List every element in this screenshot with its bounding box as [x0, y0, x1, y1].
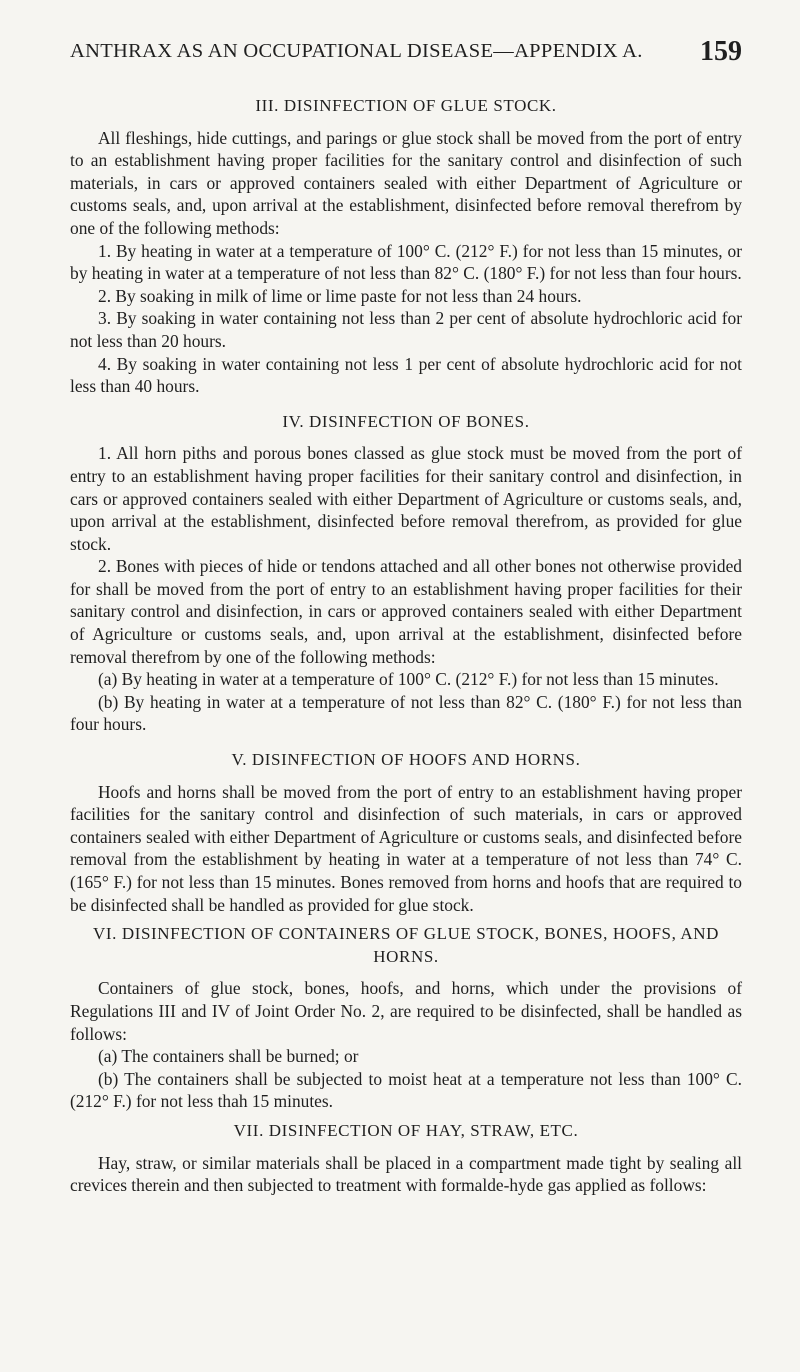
paragraph: Hoofs and horns shall be moved from the port of entry to an establishment having proper facilities for the sanitary control and disinfection of such materials, in cars or approved containers sealed with either Department of Agriculture or customs seals, and disinfected before removal from the establishment by heating in water at a temperature of not less than 74° C. (165° F.) for not less than 15 minutes. Bones removed from horns and hoofs that are required to be disinfected shall be handled as provided for glue stock.: [70, 781, 742, 915]
section-heading: V. DISINFECTION OF HOOFS AND HORNS.: [231, 750, 581, 770]
page-number: 159: [700, 36, 742, 67]
list-item: (a) The containers shall be burned; or: [98, 1046, 359, 1067]
paragraph: 1. All horn piths and porous bones classed as glue stock must be moved from the port of entry to an establishment having proper facilities for their sanitary control and disinfection, in cars or approved containers sealed with either Department of Agriculture or customs seals, and, upon arrival at the establishment, disinfected before removal therefrom, as provided for glue stock.: [70, 443, 742, 554]
section-v: [70, 742, 742, 916]
list-item: 4. By soaking in water containing not less 1 per cent of absolute hydrochloric acid for not less than 40 hours.: [70, 353, 742, 397]
running-head: [70, 32, 742, 72]
list-item: (b) The containers shall be subjected to moist heat at a temperature not less than 100° C. (212° F.) for not less thah 15 minutes.: [70, 1068, 742, 1112]
section-heading: IV. DISINFECTION OF BONES.: [282, 411, 530, 431]
section-vi: [70, 916, 742, 1113]
paragraph: 2. Bones with pieces of hide or tendons attached and all other bones not otherwise provided for shall be moved from the port of entry to an establishment having proper facilities for their sanitary control and disinfection, in cars or approved containers sealed with either Department of Agriculture or customs seals, and, upon arrival at the establishment, disinfected before removal therefrom by one of the following methods:: [70, 556, 742, 667]
paragraph: Containers of glue stock, bones, hoofs, and horns, which under the provisions of Regulations III and IV of Joint Order No. 2, are required to be disinfected, shall be handled as follows:: [70, 978, 742, 1044]
list-item: 1. By heating in water at a temperature of 100° C. (212° F.) for not less than 15 minutes, or by heating in water at a temperature of not less than 82° C. (180° F.) for not less than four hours.: [70, 240, 742, 284]
list-item: 3. By soaking in water containing not less than 2 per cent of absolute hydrochloric acid for not less than 20 hours.: [70, 308, 742, 351]
paragraph: Hay, straw, or similar materials shall be placed in a compartment made tight by sealing all crevices therein and then subjected to treatment with formalde-hyde gas applied as follows:: [70, 1152, 742, 1196]
running-title: ANTHRAX AS AN OCCUPATIONAL DISEASE—APPENDIX A.: [70, 40, 643, 62]
list-item: (b) By heating in water at a temperature of not less than 82° C. (180° F.) for not less than four hours.: [70, 691, 742, 735]
list-item: 2. By soaking in milk of lime or lime paste for not less than 24 hours.: [98, 285, 582, 306]
section-heading: III. DISINFECTION OF GLUE STOCK.: [255, 96, 557, 115]
document-body: [70, 88, 742, 1197]
paragraph: All fleshings, hide cuttings, and parings or glue stock shall be moved from the port of entry to an establishment having proper facilities for the sanitary control and disinfection of such materials, in cars or approved containers sealed with either Department of Agriculture or customs seals, and, upon arrival at the establishment, disinfected before removal therefrom by one of the following methods:: [70, 127, 742, 238]
list-item: (a) By heating in water at a temperature of 100° C. (212° F.) for not less than 15 minutes.: [98, 669, 719, 690]
section-heading: VII. DISINFECTION OF HAY, STRAW, ETC.: [233, 1120, 579, 1140]
section-iv: [70, 404, 742, 736]
section-vii: [70, 1113, 742, 1197]
section-heading: VI. DISINFECTION OF CONTAINERS OF GLUE STOCK, BONES, HOOFS, AND HORNS.: [93, 924, 719, 966]
section-iii: [70, 88, 742, 398]
